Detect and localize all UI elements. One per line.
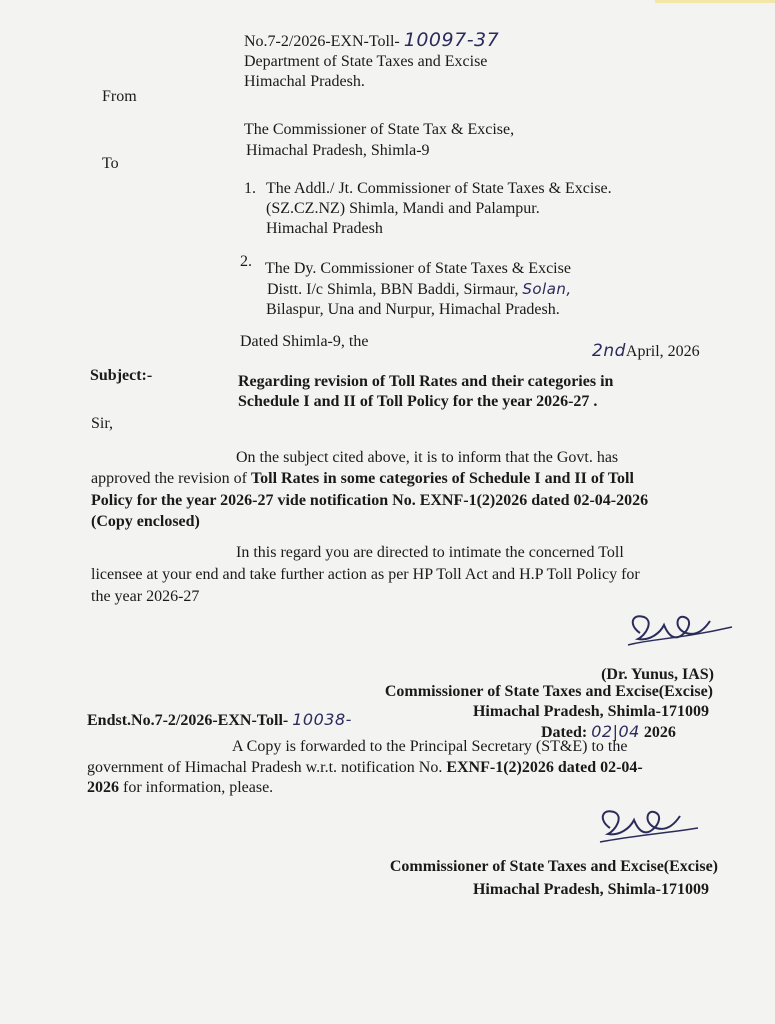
handwritten-file-number: 10097-37 [403,29,500,51]
endorsement-number: Endst.No.7-2/2026-EXN-Toll- 10038- [87,710,352,729]
signature-1 [620,605,740,665]
handwritten-endorsement-number: 10038- [292,710,352,729]
endorsement-line-2: government of Himachal Pradesh w.r.t. notification No. EXNF-1(2)2026 dated 02-04- [87,759,643,776]
salutation: Sir, [91,415,114,432]
recipient-2-line-3: Bilaspur, Una and Nurpur, Himachal Pradesh. [266,301,560,318]
endorsement-line-1: A Copy is forwarded to the Principal Secretary (ST&E) to the [232,738,628,755]
handwritten-endorsement-date: 02|04 [591,722,640,741]
recipient-2-number: 2. [240,253,252,270]
to-label: To [102,155,119,172]
file-number: No.7-2/2026-EXN-Toll- 10097-37 [244,29,500,51]
signature-2 [590,798,710,858]
body-p2-line-1: In this regard you are directed to intimate the concerned Toll [236,544,624,561]
department-name: Department of State Taxes and Excise [244,53,488,70]
signatory-2-designation: Commissioner of State Taxes and Excise(Excise) [389,858,718,875]
handwritten-day: 2nd [592,341,626,361]
from-label: From [102,88,137,105]
endorsement-line-3: 2026 for information, please. [87,779,274,796]
recipient-1-line-1: The Addl./ Jt. Commissioner of State Taxes & Excise. [266,180,612,197]
body-p2-line-3: the year 2026-27 [91,588,200,605]
subject-line-2: Schedule I and II of Toll Policy for the year 2026-27 . [238,393,598,410]
signatory-1-designation: Commissioner of State Taxes and Excise(Excise) [384,683,713,700]
recipient-2-line-1: The Dy. Commissioner of State Taxes & Excise [265,260,571,277]
body-p2-line-2: licensee at your end and take further action as per HP Toll Act and H.P Toll Policy for [91,566,640,583]
endorsement-dated: Dated: 02|04 2026 [541,722,676,741]
signatory-1-name: (Dr. Yunus, IAS) [601,666,714,683]
body-p1-line-1: On the subject cited above, it is to inform that the Govt. has [236,449,619,466]
body-p1-line-3: Policy for the year 2026-27 vide notification No. EXNF-1(2)2026 dated 02-04-2026 [91,492,649,509]
subject-label: Subject:- [90,367,153,384]
body-p1-line-2: approved the revision of Toll Rates in some categories of Schedule I and II of Toll [91,470,634,487]
recipient-1-number: 1. [244,180,256,197]
department-state: Himachal Pradesh. [244,73,365,90]
dated-line: Dated Shimla-9, the [240,333,369,350]
paper-edge-highlight [655,0,775,3]
signatory-1-place: Himachal Pradesh, Shimla-171009 [472,703,709,720]
recipient-1-line-3: Himachal Pradesh [266,220,383,237]
sender-line-2: Himachal Pradesh, Shimla-9 [246,142,430,159]
dated-date: 2ndApril, 2026 [592,341,700,361]
subject-line-1: Regarding revision of Toll Rates and their categories in [238,373,614,390]
recipient-2-line-2: Distt. I/c Shimla, BBN Baddi, Sirmaur, Solan, [267,280,572,298]
body-p1-line-4: (Copy enclosed) [91,513,200,530]
recipient-1-line-2: (SZ.CZ.NZ) Shimla, Mandi and Palampur. [266,200,540,217]
signatory-2-place: Himachal Pradesh, Shimla-171009 [472,881,709,898]
handwritten-solan: Solan, [522,280,572,298]
sender-line-1: The Commissioner of State Tax & Excise, [244,121,515,138]
